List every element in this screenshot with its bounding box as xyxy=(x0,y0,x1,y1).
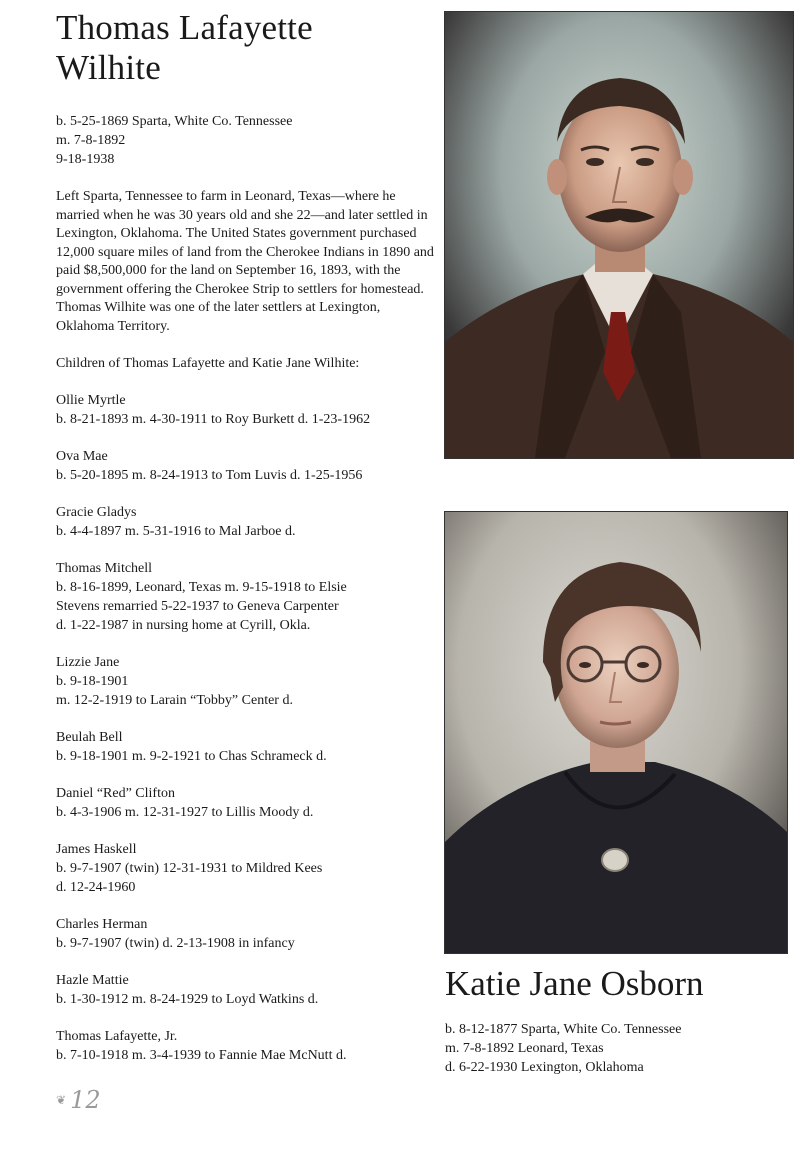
child-details: b. 8-21-1893 m. 4-30-1911 to Roy Burkett d. 1-23-1962 xyxy=(56,412,371,427)
child-details: b. 4-4-1897 m. 5-31-1916 to Mal Jarboe d. xyxy=(56,524,296,539)
person2-birth: b. 8-12-1877 Sparta, White Co. Tennessee xyxy=(445,1022,682,1037)
child-details: b. 9-18-1901 m. 9-2-1921 to Chas Schrameck d. xyxy=(56,749,327,764)
person1-death: 9-18-1938 xyxy=(56,152,115,167)
child-details: b. 9-7-1907 (twin) d. 2-13-1908 in infancy xyxy=(56,936,295,951)
leaf-ornament-icon: ❦ xyxy=(56,1092,67,1107)
person1-biography: Left Sparta, Tennessee to farm in Leonard, Texas—where he married when he was 30 years old and she 22—and later settled in Lexington, Oklahoma. The United States government purchased 12,000 square miles of land from the Cherokee Indians in 1890 and paid $8,500,000 for the land on September 16, 1893, with the government offering the Cherokee Strip to settlers for homestead. Thomas Wilhite was one of the later settlers at Lexington, Oklahoma Territory. xyxy=(56,189,434,334)
child-details: Stevens remarried 5-22-1937 to Geneva Carpenter xyxy=(56,599,339,614)
child-entry xyxy=(56,503,436,541)
children-list xyxy=(56,391,436,1065)
person1-name xyxy=(56,8,436,88)
child-name: Thomas Mitchell xyxy=(56,561,153,576)
person1-name-line1: Thomas Lafayette xyxy=(56,8,313,47)
child-details: d. 1-22-1987 in nursing home at Cyrill, Okla. xyxy=(56,618,311,633)
person1-vitals xyxy=(56,112,436,169)
child-entry xyxy=(56,653,436,710)
child-details: b. 5-20-1895 m. 8-24-1913 to Tom Luvis d. 1-25-1956 xyxy=(56,468,363,483)
person2-name: Katie Jane Osborn xyxy=(445,964,704,1003)
person2-death: d. 6-22-1930 Lexington, Oklahoma xyxy=(445,1060,644,1075)
child-details: b. 1-30-1912 m. 8-24-1929 to Loyd Watkins d. xyxy=(56,992,319,1007)
person1-birth: b. 5-25-1869 Sparta, White Co. Tennessee xyxy=(56,114,293,129)
child-entry xyxy=(56,784,436,822)
child-name: Lizzie Jane xyxy=(56,655,120,670)
person1-name-line2: Wilhite xyxy=(56,48,161,87)
child-name: Daniel “Red” Clifton xyxy=(56,786,175,801)
person2-vitals xyxy=(445,1020,785,1077)
left-column xyxy=(56,8,436,1083)
child-entry xyxy=(56,1027,436,1065)
portrait-thomas-wilhite xyxy=(444,11,794,459)
child-name: Ollie Myrtle xyxy=(56,393,126,408)
child-details: m. 12-2-1919 to Larain “Tobby” Center d. xyxy=(56,693,293,708)
person2-marriage: m. 7-8-1892 Leonard, Texas xyxy=(445,1041,604,1056)
child-entry xyxy=(56,391,436,429)
right-column xyxy=(445,962,785,1077)
child-entry xyxy=(56,840,436,897)
portrait-woman-image xyxy=(445,512,787,953)
page-number xyxy=(56,1086,101,1114)
child-entry xyxy=(56,915,436,953)
child-details: b. 8-16-1899, Leonard, Texas m. 9-15-1918 to Elsie xyxy=(56,580,347,595)
portrait-katie-osborn xyxy=(444,511,788,954)
child-name: James Haskell xyxy=(56,842,137,857)
child-name: Ova Mae xyxy=(56,449,108,464)
child-entry xyxy=(56,559,436,635)
child-entry xyxy=(56,447,436,485)
portrait-man-image xyxy=(445,12,793,458)
child-entry xyxy=(56,728,436,766)
page-number-value: 12 xyxy=(70,1086,101,1114)
child-details: d. 12-24-1960 xyxy=(56,880,136,895)
child-details: b. 4-3-1906 m. 12-31-1927 to Lillis Moody d. xyxy=(56,805,314,820)
child-name: Charles Herman xyxy=(56,917,148,932)
child-name: Gracie Gladys xyxy=(56,505,137,520)
child-entry xyxy=(56,971,436,1009)
children-heading: Children of Thomas Lafayette and Katie Jane Wilhite: xyxy=(56,356,360,371)
child-details: b. 7-10-1918 m. 3-4-1939 to Fannie Mae McNutt d. xyxy=(56,1048,347,1063)
child-details: b. 9-7-1907 (twin) 12-31-1931 to Mildred Kees xyxy=(56,861,323,876)
child-details: b. 9-18-1901 xyxy=(56,674,129,689)
person1-marriage: m. 7-8-1892 xyxy=(56,133,126,148)
child-name: Beulah Bell xyxy=(56,730,123,745)
child-name: Thomas Lafayette, Jr. xyxy=(56,1029,178,1044)
child-name: Hazle Mattie xyxy=(56,973,129,988)
